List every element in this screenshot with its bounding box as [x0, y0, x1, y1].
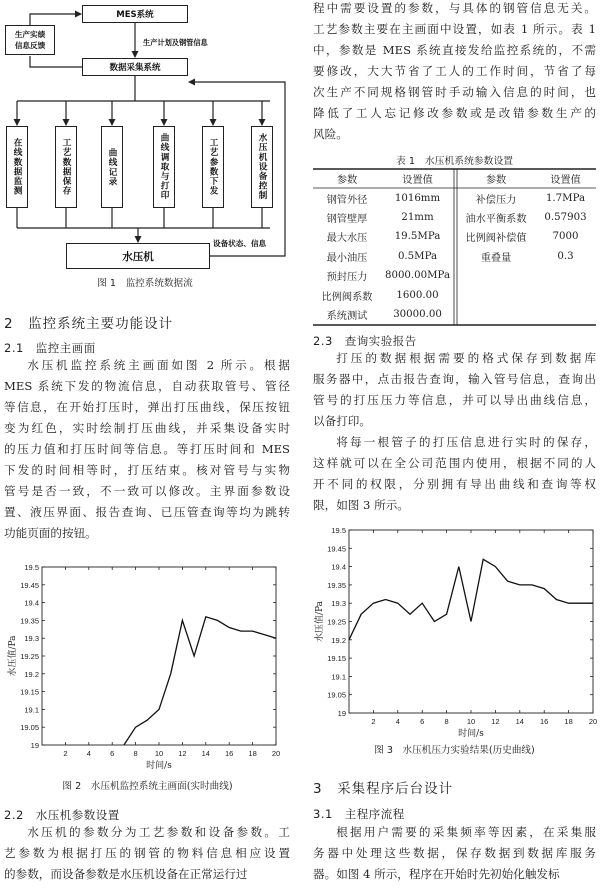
module-box: 曲线记录	[101, 126, 123, 208]
x-axis-label: 时间/s	[146, 761, 172, 771]
x-tick-label: 16	[225, 749, 234, 758]
text-line: 务器中处理这些数据，保存数据到数据库服务	[313, 846, 596, 860]
y-tick-label: 19.2	[331, 635, 346, 645]
y-axis-label: 水压值/Pa	[8, 635, 18, 677]
y-tick-label: 19.3	[331, 599, 346, 609]
header-value: 设置值	[550, 175, 581, 187]
section-2-3-heading: 2.3 查询实验报告	[313, 334, 417, 348]
param-cell: 最小油压	[326, 252, 368, 264]
x-tick-label: 18	[248, 749, 257, 758]
y-tick-label: 19.4	[24, 598, 39, 608]
table-row	[457, 208, 596, 227]
value-cell: 0.57903	[544, 211, 587, 223]
param-cell: 预封压力	[326, 272, 368, 284]
param-cell: 油水平衡系数	[465, 213, 527, 225]
section-3-1-paragraph	[313, 822, 596, 885]
y-tick-label: 19.25	[20, 652, 39, 661]
x-tick-label: 14	[201, 749, 210, 758]
x-tick-label: 2	[371, 717, 376, 726]
table-row	[457, 247, 596, 266]
text-line: 将每一根管子的打压信息进行实时的保存，	[336, 435, 596, 449]
section-2-1-lines	[4, 355, 290, 544]
text-line: 工艺参数主要在主画面中设置，如表 1 所示。表 1	[313, 22, 596, 36]
top-right-paragraph	[313, 0, 596, 145]
section-3-1-heading: 3.1 主程序流程	[313, 807, 405, 821]
module-box: 在线数据监测	[6, 126, 28, 208]
y-tick-label: 19.05	[20, 723, 39, 733]
value-cell: 21mm	[401, 211, 434, 223]
value-cell: 8000.00MPa	[384, 270, 451, 282]
y-tick-label: 19.05	[327, 690, 346, 700]
section-3-heading: 3 采集程序后台设计	[313, 781, 454, 797]
y-tick-label: 19.4	[331, 562, 346, 572]
param-cell: 比例阀系数	[321, 291, 373, 303]
section-2-heading: 2 监控系统主要功能设计	[4, 316, 174, 332]
figure-3-svg	[309, 518, 600, 740]
table-row	[313, 247, 454, 266]
figure-2-svg	[0, 555, 295, 775]
y-tick-label: 19.35	[20, 616, 39, 626]
value-cell: 30000.00	[393, 308, 442, 320]
y-tick-label: 19.5	[331, 526, 346, 535]
header-value: 设置值	[402, 175, 433, 187]
table-header-row	[313, 169, 454, 188]
text-line: 水压机的参数分为工艺参数和设备参数。工	[27, 825, 290, 839]
figure-1-arrows	[0, 0, 295, 290]
text-line: 程中需要设置的参数，与具体的钢管信息无关。	[313, 1, 596, 15]
section-3-1-lines	[313, 822, 596, 885]
x-tick-label: 20	[588, 717, 598, 726]
value-cell: 1.7MPa	[545, 192, 586, 204]
x-tick-label: 8	[444, 717, 449, 726]
x-tick-label: 10	[466, 717, 476, 726]
module-box: 曲线调取与打印	[153, 126, 175, 208]
text-line: 管号是否一致，不一致可以修改。主界面参数设	[4, 484, 290, 498]
x-tick-label: 8	[133, 749, 138, 758]
figure-1-caption: 图 1 监控系统数据流	[97, 278, 193, 289]
section-2-3-paragraph-a	[313, 348, 596, 432]
text-line: 风险。	[313, 127, 348, 141]
figure-3-chart	[309, 518, 600, 740]
text-line: 限，如图 3 所示。	[313, 498, 409, 512]
x-tick-label: 6	[420, 717, 425, 726]
y-tick-label: 19.15	[327, 654, 346, 664]
text-line: 水压机监控系统主画面如图 2 所示。根据	[27, 358, 290, 372]
y-tick-label: 19	[30, 741, 39, 750]
text-line: 中，参数是 MES 系统直接发给监控系统的，不需	[313, 43, 596, 57]
param-cell: 最大水压	[326, 233, 368, 245]
param-cell: 补偿压力	[475, 194, 517, 206]
text-line: 的参数，而设备参数是水压机设备在正常运行过	[4, 867, 248, 881]
pressure-series-line	[124, 617, 276, 745]
x-tick-label: 10	[154, 749, 164, 758]
table-row	[457, 227, 596, 246]
plot-frame	[42, 567, 276, 745]
text-line: 打压的数据根据需要的格式保存到数据库	[336, 351, 596, 365]
value-cell: 19.5MPa	[394, 231, 441, 243]
section-2-1-paragraph	[4, 355, 290, 544]
value-cell: 1600.00	[396, 289, 439, 301]
text-line: 等信息，在开始打压时，弹出打压曲线，保压按钮	[4, 400, 290, 414]
status-label: 设备状态、信息	[213, 239, 267, 248]
figure-2-caption: 图 2 水压机监控系统主画面(实时曲线)	[62, 781, 233, 792]
table-1-left	[313, 169, 454, 324]
feedback-label: 生产实绩 信息反馈	[14, 30, 46, 50]
y-tick-label: 19	[337, 709, 346, 718]
y-tick-label: 19.2	[24, 669, 39, 679]
section-2-2-paragraph	[4, 822, 290, 885]
section-2-3-lines-b	[313, 432, 596, 516]
x-tick-label: 12	[178, 749, 187, 758]
table-row	[313, 285, 454, 304]
param-cell: 钢管外径	[326, 194, 368, 206]
x-tick-label: 14	[515, 717, 524, 726]
y-axis-label: 水压值/Pa	[315, 600, 325, 643]
table-row	[313, 208, 454, 227]
header-param: 参数	[336, 175, 358, 187]
x-tick-label: 16	[540, 717, 549, 726]
y-tick-label: 19.3	[24, 634, 39, 644]
text-line: 次生产不同规格钢管时手动输入信息的时间，也	[313, 85, 596, 99]
text-line: 器。如图 4 所示，程序在开始时先初始化触发标	[313, 867, 560, 881]
text-line: 艺参数为根据打压的钢管的物料信息相应设置	[4, 846, 290, 860]
plan-label: 生产计划及钢管信息	[143, 38, 208, 47]
data-collection-box: 数据采集系统	[82, 58, 188, 76]
x-tick-label: 18	[564, 717, 573, 726]
section-2-1-heading: 2.1 监控主画面	[4, 341, 96, 355]
pressure-series-line	[349, 559, 593, 640]
param-cell: 系统测试	[326, 310, 368, 322]
x-tick-label: 4	[395, 717, 400, 726]
param-cell: 钢管壁厚	[326, 213, 368, 225]
value-cell: 0.3	[557, 250, 574, 262]
text-line: 的压力值和打压时间等信息。等打压时间和 MES	[4, 442, 290, 456]
text-line: 下发的时间相等时，打压结束。核对管号与实物	[4, 463, 290, 477]
text-line: 这样就可以在全公司范围内使用，根据不同的人	[313, 456, 596, 470]
section-2-2-heading: 2.2 水压机参数设置	[4, 808, 120, 822]
figure-3-caption: 图 3 水压机压力实验结果(历史曲线)	[374, 745, 535, 756]
y-tick-label: 19.1	[24, 705, 39, 715]
param-cell: 比例阀补偿值	[465, 233, 527, 245]
module-box: 工艺数据保存	[55, 126, 77, 208]
x-tick-label: 2	[63, 749, 68, 758]
value-cell: 1016mm	[394, 192, 441, 204]
table-row	[457, 188, 596, 207]
figure-1	[0, 0, 295, 290]
top-right-lines	[313, 0, 596, 145]
x-axis-label: 时间/s	[458, 729, 484, 739]
table-1-right	[457, 169, 596, 266]
text-line: 置、液压界面、报告查询、已压管查询等均为跳转	[4, 505, 290, 519]
y-tick-label: 19.25	[327, 617, 346, 627]
y-tick-label: 19.45	[20, 580, 39, 590]
text-line: 降低了工人忘记修改参数或是改错参数生产的	[313, 106, 596, 120]
module-box: 工艺参数下发	[202, 126, 224, 208]
y-tick-label: 19.35	[327, 580, 346, 590]
section-2-3-paragraph-b	[313, 432, 596, 516]
table-row	[313, 227, 454, 246]
text-line: MES 系统下发的物流信息，自动获取管号、管径	[4, 379, 290, 393]
text-line: 服务器中，点击报告查询，输入管号信息，查询出	[313, 372, 596, 386]
section-2-3-lines-a	[313, 348, 596, 432]
header-param: 参数	[485, 175, 507, 187]
text-line: 以备打印。	[313, 414, 371, 428]
text-line: 变为红色，实时绘制打压曲线，并采集设备实时	[4, 421, 290, 435]
table-row	[313, 305, 454, 324]
section-2-2-lines	[4, 822, 290, 885]
figure-2-chart	[0, 555, 295, 775]
x-tick-label: 6	[110, 749, 115, 758]
text-line: 要修改，大大节省了工人的工作时间，节省了每	[313, 64, 596, 78]
text-line: 功能页面的按钮。	[4, 526, 97, 540]
table-row	[313, 188, 454, 207]
text-line: 根据用户需要的采集频率等因素，在采集服	[336, 825, 596, 839]
y-tick-label: 19.15	[20, 687, 39, 697]
module-box: 水压机设备控制	[251, 126, 273, 208]
text-line: 开不同的权限，分别拥有导出曲线和查询等权	[313, 477, 596, 491]
table-1-title: 表 1 水压机系统参数设置	[395, 156, 514, 167]
press-box: 水压机	[66, 243, 210, 269]
value-cell: 7000	[552, 231, 579, 243]
mes-system-box: MES系统	[82, 5, 188, 23]
param-cell: 重叠量	[480, 252, 512, 264]
x-tick-label: 4	[86, 749, 91, 758]
y-tick-label: 19.45	[327, 544, 346, 554]
y-tick-label: 19.5	[24, 563, 39, 572]
y-tick-label: 19.1	[331, 672, 346, 682]
table-row	[313, 266, 454, 285]
table-header-row	[457, 169, 596, 188]
text-line: 管号的打压压力等信息，并可以导出曲线信息，	[313, 393, 596, 407]
x-tick-label: 20	[271, 749, 281, 758]
x-tick-label: 12	[491, 717, 500, 726]
value-cell: 0.5MPa	[397, 250, 438, 262]
